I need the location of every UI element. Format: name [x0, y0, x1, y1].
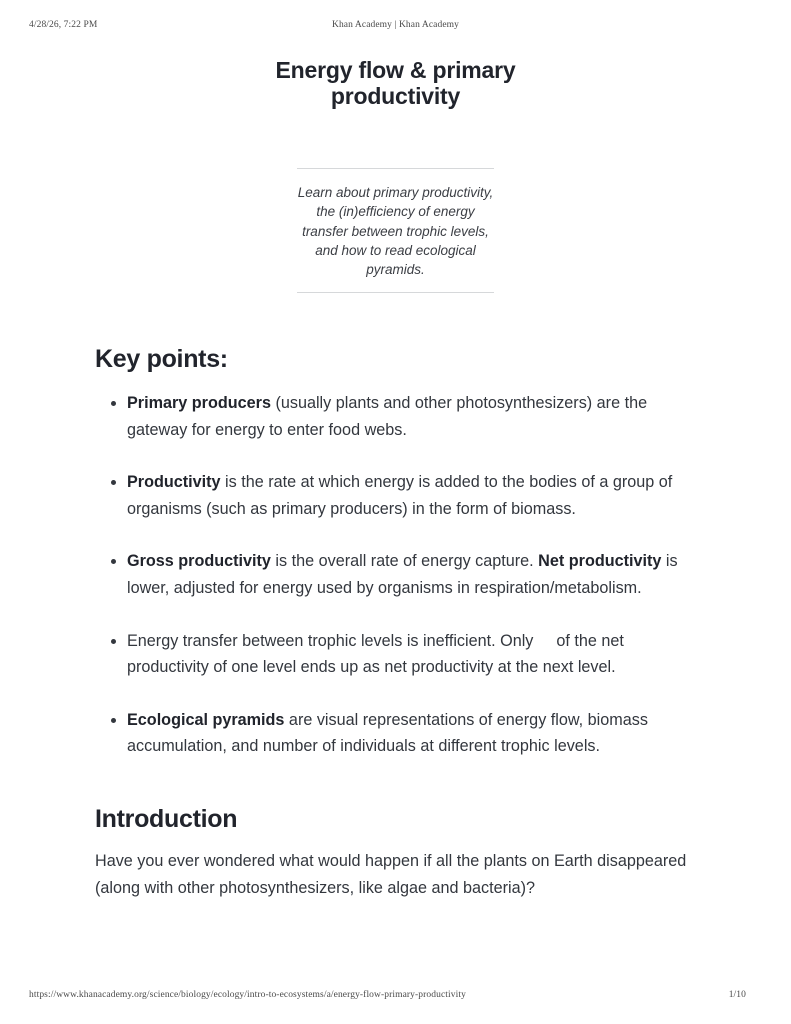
- key-point-body: is the overall rate of energy capture.: [270, 552, 539, 571]
- bullet-dot-icon: [111, 639, 116, 644]
- introduction-paragraph: Have you ever wondered what would happen if all the plants on Earth disappeared (along with other photosynthesizers, like algae and bacteria)?: [95, 851, 687, 897]
- key-point-lead: Productivity: [127, 473, 221, 492]
- key-point-body: are visual representations of energy flow, biomass accumulation, and number of individuals at different trophic levels.: [127, 710, 648, 756]
- list-item: [95, 469, 705, 522]
- key-point-text: [127, 394, 647, 439]
- key-point-lead: Ecological pyramids: [127, 710, 285, 729]
- list-item: [95, 628, 705, 681]
- key-point-lead: Primary producers: [127, 394, 271, 412]
- key-point-lead-secondary: Net productivity: [538, 552, 662, 571]
- key-point-text: [127, 552, 678, 597]
- key-point-lead: Gross productivity: [127, 552, 271, 571]
- key-point-body-secondary: of the net productivity of one level ends up as net productivity at the next level.: [127, 631, 624, 677]
- key-point-body-secondary: is lower, adjusted for energy used by organisms in respiration/metabolism.: [127, 552, 678, 597]
- page-title: Energy flow & primary productivity: [275, 57, 516, 109]
- print-header-document-title: Khan Academy | Khan Academy: [331, 20, 459, 30]
- article-title-block: [255, 58, 536, 109]
- article-subtitle-block: [297, 168, 494, 293]
- article-body: [95, 344, 705, 902]
- bullet-dot-icon: [111, 401, 116, 406]
- bullet-dot-icon: [111, 559, 116, 564]
- key-point-text: [127, 711, 648, 756]
- print-header-date: 4/28/26, 7:22 PM: [29, 20, 98, 30]
- list-item: [95, 707, 705, 760]
- key-point-body: is the rate at which energy is added to the bodies of a group of organisms (such as primary producers) in the form of biomass.: [127, 473, 673, 518]
- article-subtitle: Learn about primary productivity, the (in)efficiency of energy transfer between trophic levels, and how to read ecological pyramids.: [297, 185, 494, 278]
- key-points-list: [95, 390, 705, 760]
- key-point-text: [127, 473, 672, 518]
- key-point-text: [127, 632, 624, 677]
- introduction-section: [95, 804, 705, 902]
- print-footer-page-number: 1/10: [728, 990, 746, 1000]
- list-item: [95, 390, 705, 443]
- bullet-dot-icon: [111, 718, 116, 723]
- key-point-body: Energy transfer between trophic levels is inefficient. Only: [127, 631, 538, 650]
- list-item: [95, 548, 705, 601]
- print-footer-url: https://www.khanacademy.org/science/biology/ecology/intro-to-ecosystems/a/energy-flow-primary-productivity: [29, 990, 466, 1000]
- introduction-heading: Introduction: [95, 804, 238, 833]
- bullet-dot-icon: [111, 480, 116, 485]
- key-point-body: (usually plants and other photosynthesizers) are the gateway for energy to enter food webs.: [127, 394, 648, 439]
- key-points-heading: Key points:: [95, 345, 228, 373]
